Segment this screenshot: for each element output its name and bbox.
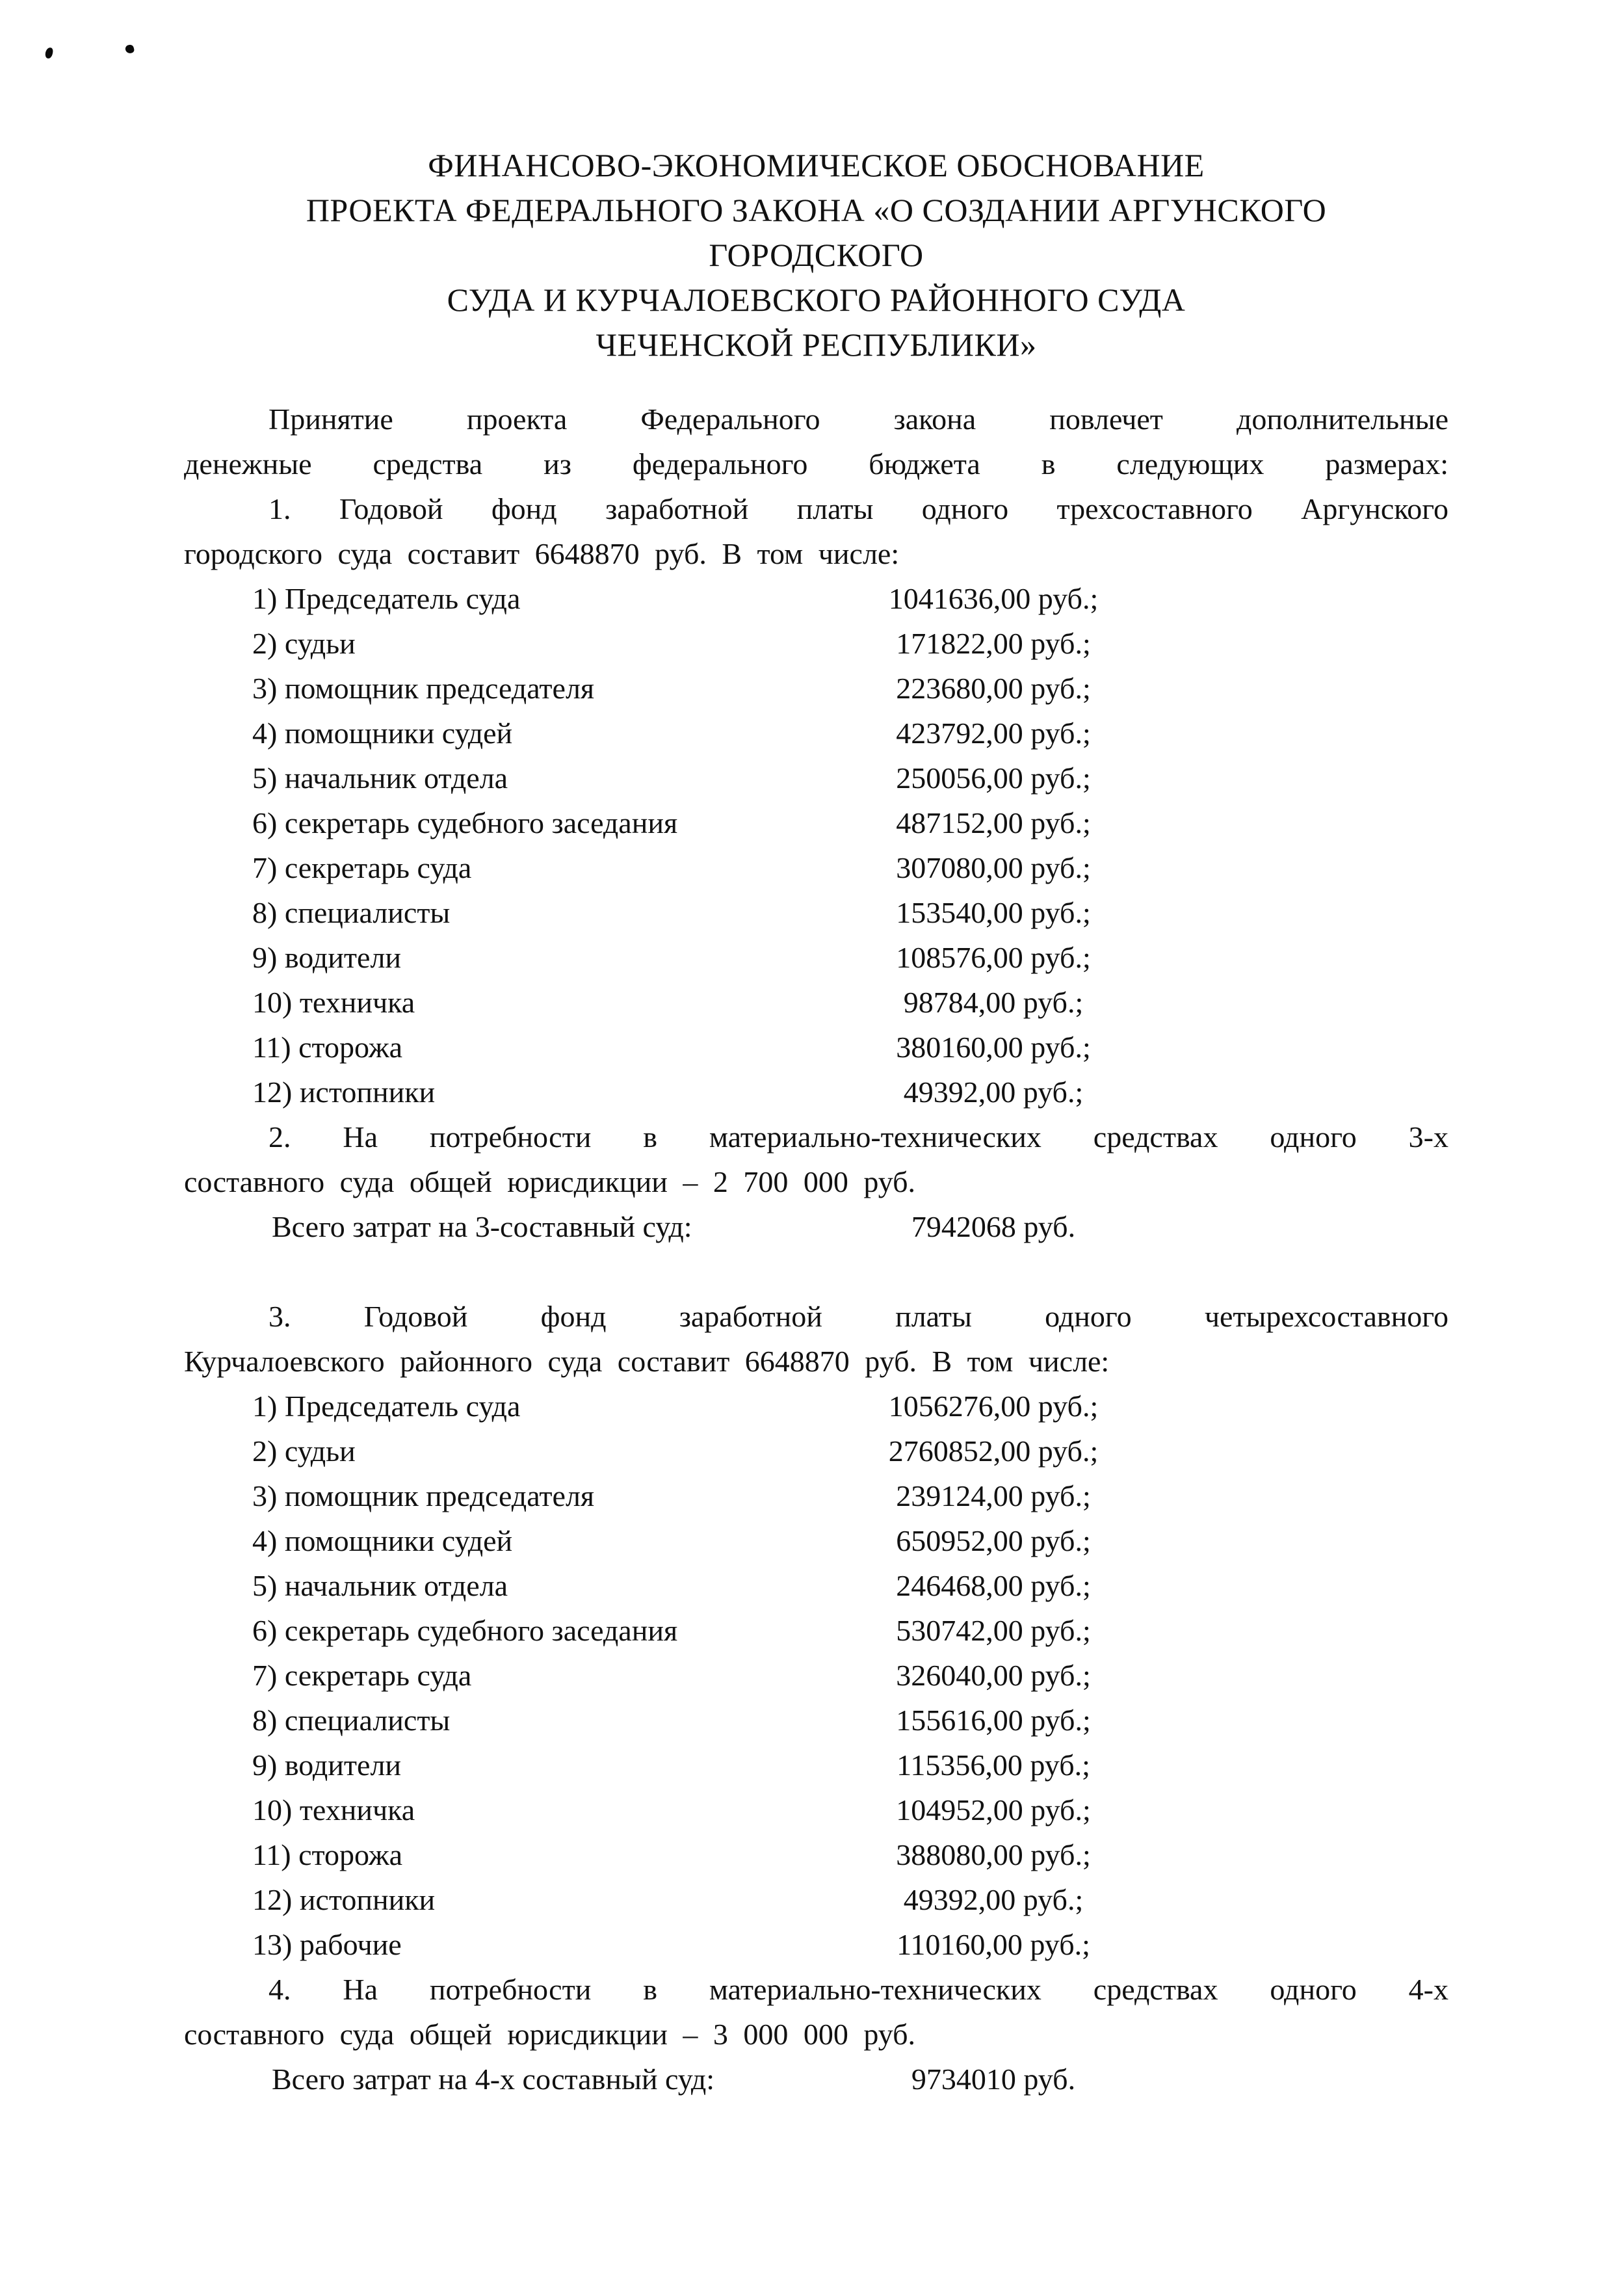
salary-value: 110160,00 руб.; bbox=[897, 1928, 1090, 1961]
salary-list-item bbox=[184, 1877, 1448, 1922]
salary-value: 49392,00 руб.; bbox=[903, 1075, 1084, 1109]
salary-list-item bbox=[184, 1473, 1448, 1518]
position-label: 12) истопники bbox=[252, 1075, 436, 1109]
document-title-line: ЧЕЧЕНСКОЙ РЕСПУБЛИКИ» bbox=[596, 326, 1037, 363]
salary-list-item bbox=[184, 935, 1448, 980]
salary-value: 650952,00 руб.; bbox=[896, 1524, 1091, 1557]
salary-list-item bbox=[184, 666, 1448, 711]
paragraph-line: составного суда общей юрисдикции – 2 700 000 руб. bbox=[184, 1165, 916, 1198]
total-line-court-4 bbox=[184, 2057, 1448, 2102]
salary-list-item bbox=[184, 1429, 1448, 1473]
salary-list-court-3 bbox=[184, 576, 1448, 1114]
salary-list-item bbox=[184, 1743, 1448, 1787]
paragraph-line: Курчалоевского районного суда составит 6648870 руб. В том числе: bbox=[184, 1345, 1110, 1378]
paragraph-line: 3. Годовой фонд заработной платы одного четырехсоставного bbox=[268, 1300, 1448, 1333]
position-label: 10) техничка bbox=[252, 986, 415, 1019]
salary-value: 250056,00 руб.; bbox=[896, 761, 1091, 795]
salary-list-item bbox=[184, 1025, 1448, 1070]
document-title bbox=[184, 143, 1448, 367]
position-label: 7) секретарь суда bbox=[252, 1659, 472, 1692]
salary-list-item bbox=[184, 621, 1448, 666]
salary-value: 530742,00 руб.; bbox=[896, 1614, 1091, 1647]
salary-list-item bbox=[184, 1070, 1448, 1114]
salary-list-item bbox=[184, 980, 1448, 1025]
salary-list-item bbox=[184, 1384, 1448, 1429]
position-label: 1) Председатель суда bbox=[252, 582, 521, 615]
position-label: 6) секретарь судебного заседания bbox=[252, 1614, 678, 1647]
total-value: 9734010 руб. bbox=[911, 2063, 1076, 2096]
position-label: 1) Председатель суда bbox=[252, 1390, 521, 1423]
position-label: 5) начальник отдела bbox=[252, 761, 508, 795]
salary-value: 223680,00 руб.; bbox=[896, 672, 1091, 705]
salary-list-item bbox=[184, 1518, 1448, 1563]
salary-value: 104952,00 руб.; bbox=[896, 1793, 1091, 1826]
document-title-line: СУДА И КУРЧАЛОЕВСКОГО РАЙОННОГО СУДА bbox=[447, 282, 1186, 318]
section-3-heading bbox=[184, 1294, 1448, 1384]
salary-value: 115356,00 руб.; bbox=[897, 1748, 1090, 1782]
salary-value: 171822,00 руб.; bbox=[896, 627, 1091, 660]
salary-value: 246468,00 руб.; bbox=[896, 1569, 1091, 1602]
paragraph-line: 1. Годовой фонд заработной платы одного трехсоставного Аргунского bbox=[268, 492, 1448, 525]
position-label: 13) рабочие bbox=[252, 1928, 402, 1961]
salary-value: 1041636,00 руб.; bbox=[888, 582, 1099, 615]
intro-paragraph bbox=[184, 397, 1448, 486]
salary-value: 380160,00 руб.; bbox=[896, 1031, 1091, 1064]
section-4-paragraph bbox=[184, 1967, 1448, 2057]
total-line-court-3 bbox=[184, 1204, 1448, 1249]
blank-line bbox=[184, 1249, 1448, 1294]
salary-list-item bbox=[184, 1832, 1448, 1877]
position-label: 7) секретарь суда bbox=[252, 851, 472, 884]
salary-list-item bbox=[184, 576, 1448, 621]
salary-list-court-4 bbox=[184, 1384, 1448, 1967]
salary-value: 98784,00 руб.; bbox=[903, 986, 1084, 1019]
paragraph-line: 4. На потребности в материально-технических средствах одного 4-х bbox=[268, 1973, 1448, 2006]
paragraph-line: Принятие проекта Федерального закона повлечет дополнительные bbox=[268, 402, 1448, 436]
paragraph-line: 2. На потребности в материально-технических средствах одного 3-х bbox=[268, 1120, 1448, 1154]
position-label: 8) специалисты bbox=[252, 1704, 451, 1737]
salary-value: 388080,00 руб.; bbox=[896, 1838, 1091, 1871]
position-label: 5) начальник отдела bbox=[252, 1569, 508, 1602]
salary-value: 239124,00 руб.; bbox=[896, 1479, 1091, 1512]
position-label: 8) специалисты bbox=[252, 896, 451, 929]
salary-value: 155616,00 руб.; bbox=[896, 1704, 1091, 1737]
document-title-line: ГОРОДСКОГО bbox=[709, 237, 924, 273]
salary-list-item bbox=[184, 800, 1448, 845]
position-label: 4) помощники судей bbox=[252, 1524, 513, 1557]
document-title-line: ПРОЕКТА ФЕДЕРАЛЬНОГО ЗАКОНА «О СОЗДАНИИ АРГУНСКОГО bbox=[306, 192, 1327, 228]
paragraph-line: составного суда общей юрисдикции – 3 000 000 руб. bbox=[184, 2018, 916, 2051]
position-label: 11) сторожа bbox=[252, 1031, 403, 1064]
salary-list-item bbox=[184, 1653, 1448, 1698]
salary-value: 487152,00 руб.; bbox=[896, 806, 1091, 839]
section-2-paragraph bbox=[184, 1114, 1448, 1204]
position-label: 11) сторожа bbox=[252, 1838, 403, 1871]
paragraph-line: денежные средства из федерального бюджета в следующих размерах: bbox=[184, 447, 1448, 481]
salary-value: 326040,00 руб.; bbox=[896, 1659, 1091, 1692]
salary-value: 307080,00 руб.; bbox=[896, 851, 1091, 884]
position-label: 9) водители bbox=[252, 1748, 402, 1782]
salary-value: 1056276,00 руб.; bbox=[888, 1390, 1099, 1423]
position-label: 12) истопники bbox=[252, 1883, 436, 1916]
paragraph-line: городского суда составит 6648870 руб. В том числе: bbox=[184, 537, 900, 570]
salary-list-item bbox=[184, 756, 1448, 800]
position-label: 3) помощник председателя bbox=[252, 672, 595, 705]
salary-list-item bbox=[184, 711, 1448, 756]
salary-value: 108576,00 руб.; bbox=[896, 941, 1091, 974]
total-label: Всего затрат на 3-составный суд: bbox=[272, 1210, 692, 1243]
salary-value: 153540,00 руб.; bbox=[896, 896, 1091, 929]
salary-list-item bbox=[184, 845, 1448, 890]
salary-value: 2760852,00 руб.; bbox=[888, 1434, 1099, 1468]
salary-list-item bbox=[184, 1608, 1448, 1653]
position-label: 4) помощники судей bbox=[252, 717, 513, 750]
ink-speck-icon bbox=[45, 47, 54, 59]
salary-list-item bbox=[184, 890, 1448, 935]
document-content bbox=[184, 143, 1448, 2102]
position-label: 3) помощник председателя bbox=[252, 1479, 595, 1512]
position-label: 2) судьи bbox=[252, 1434, 356, 1468]
total-label: Всего затрат на 4-х составный суд: bbox=[272, 2063, 715, 2096]
salary-list-item bbox=[184, 1922, 1448, 1967]
salary-value: 423792,00 руб.; bbox=[896, 717, 1091, 750]
position-label: 6) секретарь судебного заседания bbox=[252, 806, 678, 839]
salary-list-item bbox=[184, 1787, 1448, 1832]
ink-speck-icon bbox=[125, 44, 135, 55]
position-label: 9) водители bbox=[252, 941, 402, 974]
section-1-heading bbox=[184, 486, 1448, 576]
salary-list-item bbox=[184, 1563, 1448, 1608]
salary-list-item bbox=[184, 1698, 1448, 1743]
position-label: 2) судьи bbox=[252, 627, 356, 660]
position-label: 10) техничка bbox=[252, 1793, 415, 1826]
salary-value: 49392,00 руб.; bbox=[903, 1883, 1084, 1916]
document-title-line: ФИНАНСОВО-ЭКОНОМИЧЕСКОЕ ОБОСНОВАНИЕ bbox=[428, 147, 1205, 183]
total-value: 7942068 руб. bbox=[911, 1210, 1076, 1243]
